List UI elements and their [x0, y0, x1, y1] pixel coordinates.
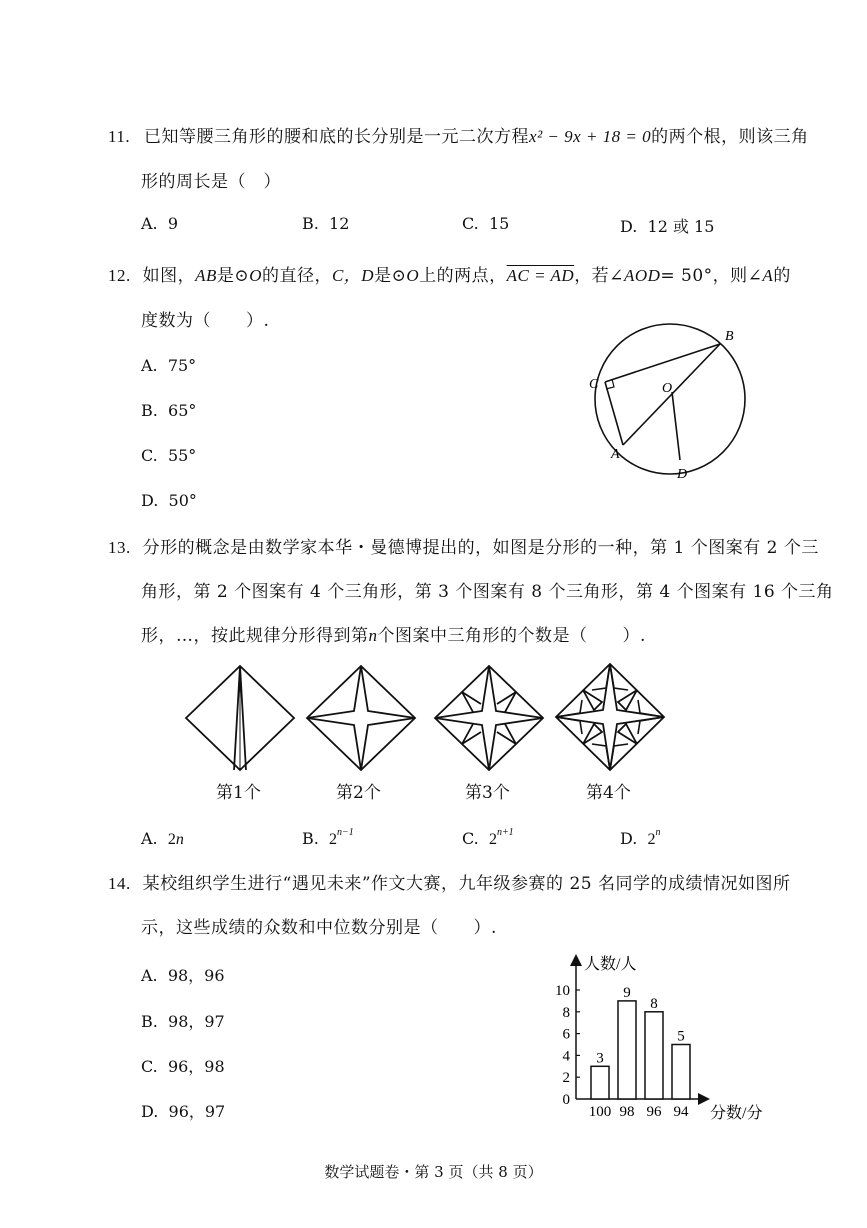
page-footer: 数学试题卷・第 3 页（共 8 页） — [324, 1163, 543, 1181]
bar-value-label: 5 — [677, 1028, 685, 1045]
x-tick-label: 98 — [619, 1104, 635, 1120]
y-axis-label: 人数/人 — [584, 956, 637, 973]
option-d[interactable]: D. 2$^n$ — [620, 827, 661, 848]
option-c[interactable]: C. 15 — [462, 214, 510, 233]
circle-figure — [584, 318, 754, 484]
option-b[interactable]: B. $2^{n-1}$ — [302, 827, 354, 848]
question-text: 度数为（ ）. — [141, 311, 270, 331]
bar-value-label: 9 — [623, 984, 631, 1001]
arc-equation: AC = AD — [506, 266, 575, 285]
question-text: 已知等腰三角形的腰和底的长分别是一元二次方程 — [144, 127, 530, 147]
fractal-figure-1 — [184, 664, 296, 772]
option-c[interactable]: C. 96，98 — [141, 1057, 225, 1076]
question-text: 形的周长是（ ） — [141, 172, 281, 192]
y-tick-label: 8 — [562, 1004, 570, 1021]
segment-ca — [605, 382, 623, 445]
question-text: 分形的概念是由数学家本华・曼德博提出的，如图是分形的一种，第 1 个图案有 2 个三 — [142, 538, 819, 558]
question-number: 14. — [108, 874, 131, 893]
option-d[interactable]: D. 96，97 — [141, 1102, 226, 1121]
label-c: C — [589, 377, 599, 392]
bar — [591, 1066, 609, 1099]
y-tick-label: 4 — [562, 1048, 570, 1065]
option-a[interactable]: A. 98，96 — [141, 966, 225, 985]
equation: x² − 9x + 18 = 0 — [529, 127, 652, 146]
bar — [672, 1045, 690, 1100]
segment-od — [672, 392, 680, 460]
question-text: 角形，第 2 个图案有 4 个三角形，第 3 个图案有 8 个三角形，第 4 个图案有 16 个三角 — [141, 582, 834, 602]
question-text: 某校组织学生进行“遇见未来”作文大赛，九年级参赛的 25 名同学的成绩情况如图所 — [142, 874, 791, 894]
question-number: 11. — [108, 127, 131, 146]
label-o: O — [662, 381, 673, 396]
bar — [645, 1012, 663, 1099]
option-b[interactable]: B. 65° — [141, 401, 197, 420]
option-b[interactable]: B. 12 — [302, 214, 350, 233]
y-tick-label: 0 — [562, 1092, 570, 1108]
label-b: B — [725, 329, 734, 344]
x-tick-label: 96 — [646, 1104, 662, 1120]
bar-chart — [548, 950, 778, 1130]
fractal-figure-4 — [554, 662, 666, 772]
fractal-figure-2 — [305, 664, 417, 772]
option-c[interactable]: C. 55° — [141, 446, 197, 465]
option-d[interactable]: D. 50° — [141, 491, 197, 510]
option-b[interactable]: B. 98，97 — [141, 1012, 225, 1031]
question-number: 13. — [108, 538, 131, 557]
question-text: 示，这些成绩的众数和中位数分别是（ ）. — [141, 918, 497, 938]
label-d: D — [677, 467, 688, 482]
figure-caption: 第3个 — [465, 783, 510, 803]
y-tick-label: 6 — [562, 1026, 570, 1043]
figure-caption: 第2个 — [336, 783, 381, 803]
question-text: 的两个根，则该三角 — [651, 127, 809, 147]
x-tick-label: 94 — [673, 1104, 689, 1120]
option-d[interactable]: D. 12 或 15 — [620, 217, 715, 236]
fractal-figure-3 — [433, 664, 545, 772]
x-axis-label: 分数/分 — [710, 1105, 763, 1122]
option-a[interactable]: A. 2n — [141, 829, 184, 848]
option-c[interactable]: C. $2^{n+1}$ — [462, 827, 514, 848]
question-number: 12. — [108, 266, 131, 285]
bar-value-label: 8 — [650, 995, 658, 1012]
label-a: A — [611, 447, 620, 462]
bar — [618, 1001, 636, 1099]
option-a[interactable]: A. 9 — [141, 214, 178, 233]
figure-caption: 第4个 — [586, 783, 631, 803]
figure-caption: 第1个 — [216, 783, 261, 803]
y-tick-label: 2 — [562, 1070, 570, 1087]
x-tick-label: 100 — [588, 1104, 612, 1120]
y-tick-label: 10 — [555, 983, 570, 999]
option-a[interactable]: A. 75° — [141, 356, 197, 375]
bar-value-label: 3 — [596, 1050, 604, 1067]
